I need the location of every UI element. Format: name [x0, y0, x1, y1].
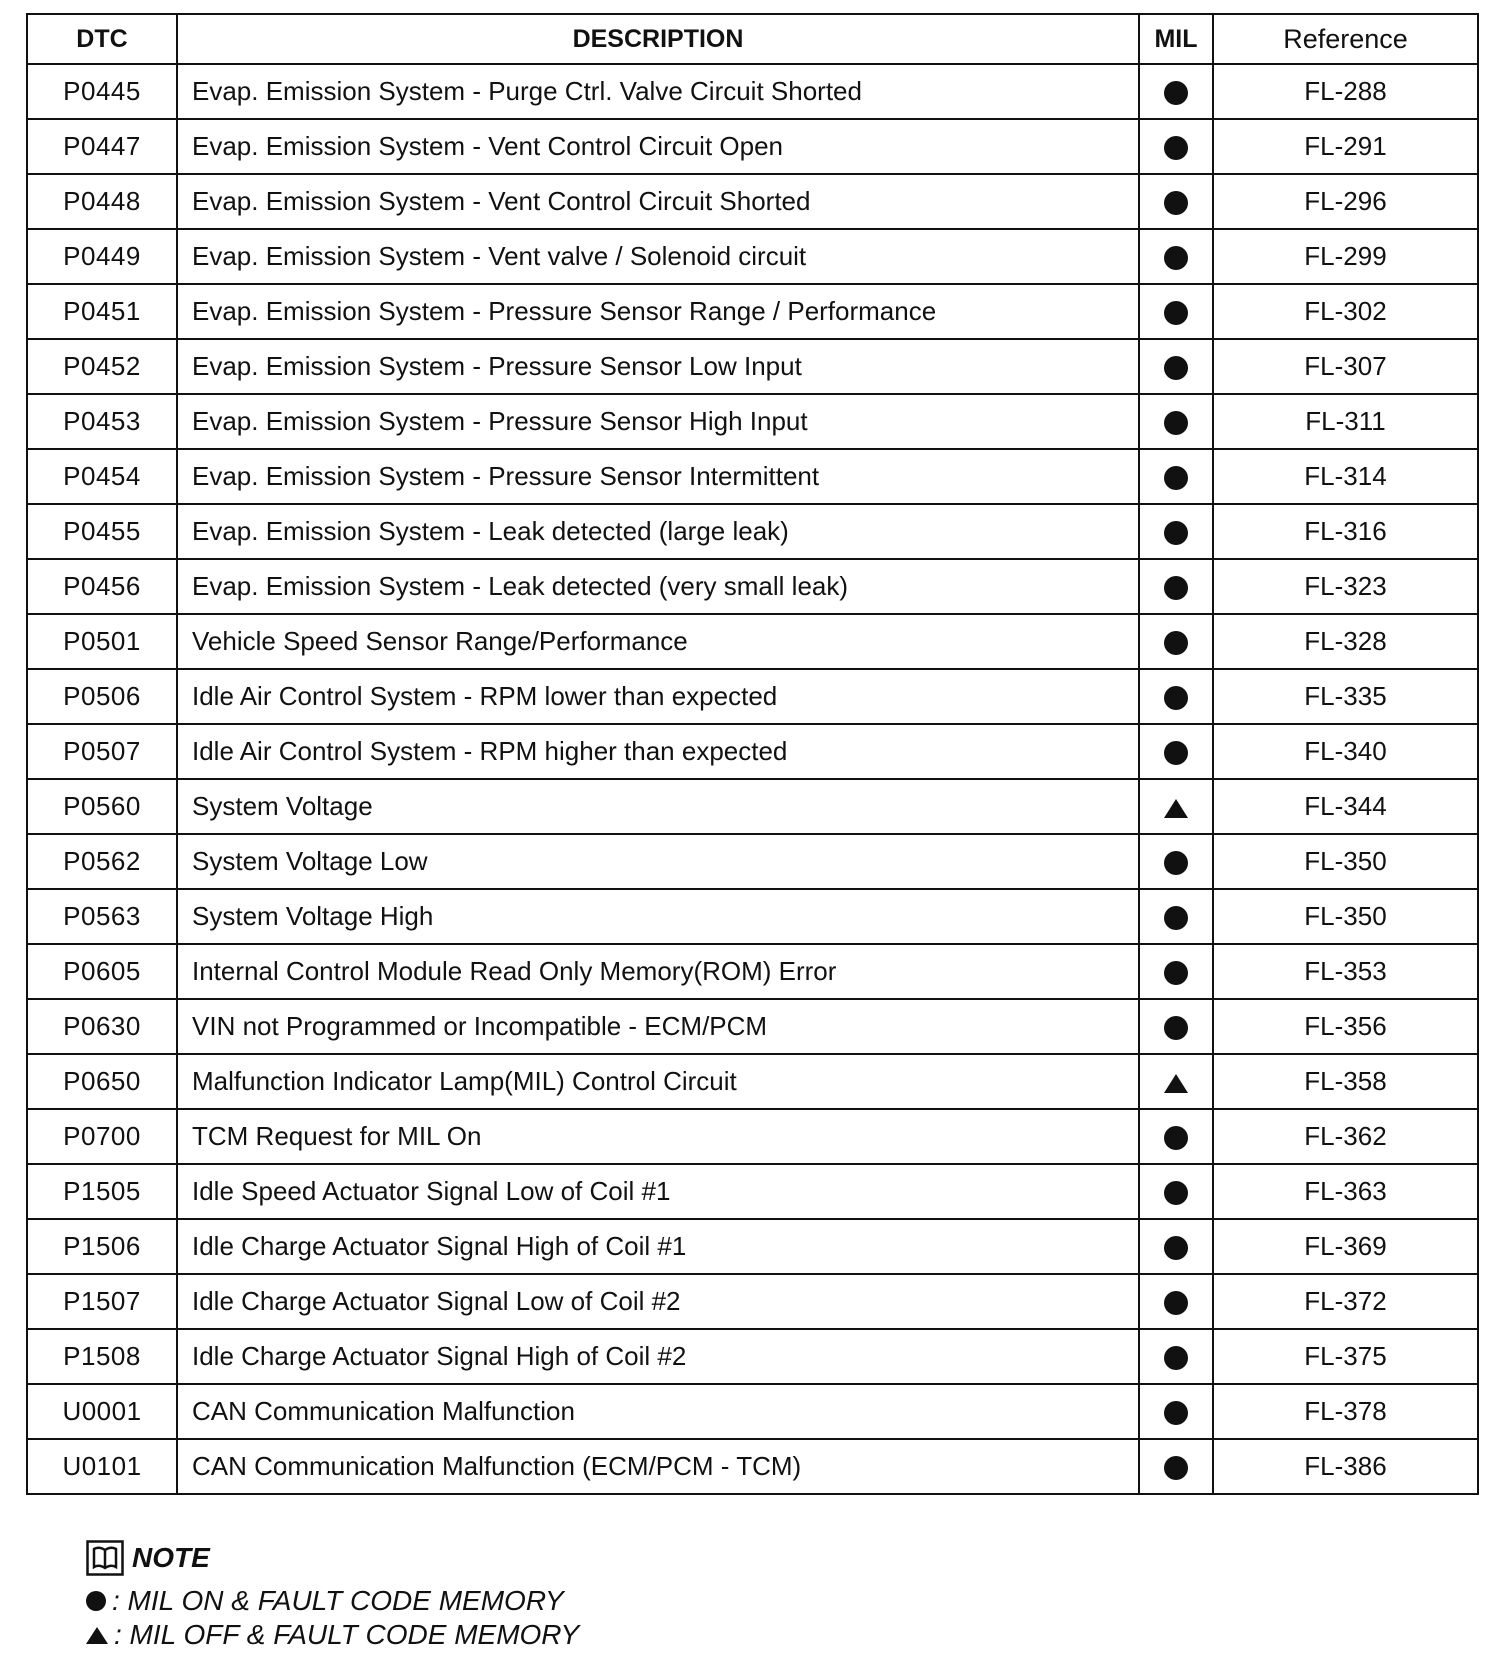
- dtc-code: P1506: [27, 1219, 177, 1274]
- dtc-description: Evap. Emission System - Pressure Sensor Range / Performance: [177, 284, 1139, 339]
- filled-circle-icon: [1164, 741, 1188, 765]
- mil-indicator: [1139, 779, 1213, 834]
- mil-indicator: [1139, 1274, 1213, 1329]
- mil-indicator: [1139, 999, 1213, 1054]
- mil-indicator: [1139, 944, 1213, 999]
- dtc-code: P0605: [27, 944, 177, 999]
- dtc-table: [26, 13, 1479, 1495]
- mil-indicator: [1139, 1219, 1213, 1274]
- table-row: [27, 174, 1478, 229]
- triangle-icon: [86, 1627, 108, 1644]
- reference-page: FL-356: [1213, 999, 1478, 1054]
- reference-page: FL-363: [1213, 1164, 1478, 1219]
- mil-indicator: [1139, 174, 1213, 229]
- reference-page: FL-296: [1213, 174, 1478, 229]
- mil-indicator: [1139, 1164, 1213, 1219]
- mil-indicator: [1139, 1329, 1213, 1384]
- mil-indicator: [1139, 669, 1213, 724]
- note-title-row: [86, 1540, 579, 1576]
- reference-page: FL-291: [1213, 119, 1478, 174]
- table-row: [27, 889, 1478, 944]
- reference-page: FL-311: [1213, 394, 1478, 449]
- mil-indicator: [1139, 394, 1213, 449]
- dtc-code: P0501: [27, 614, 177, 669]
- mil-indicator: [1139, 1384, 1213, 1439]
- dtc-description: System Voltage Low: [177, 834, 1139, 889]
- header-mil: MIL: [1139, 14, 1213, 64]
- dtc-code: P0560: [27, 779, 177, 834]
- dtc-description: Evap. Emission System - Purge Ctrl. Valve Circuit Shorted: [177, 64, 1139, 119]
- filled-circle-icon: [1164, 411, 1188, 435]
- dtc-code: P1508: [27, 1329, 177, 1384]
- dtc-description: Idle Charge Actuator Signal High of Coil #2: [177, 1329, 1139, 1384]
- table-row: [27, 504, 1478, 559]
- table-row: [27, 1329, 1478, 1384]
- dtc-description: System Voltage High: [177, 889, 1139, 944]
- table-row: [27, 1109, 1478, 1164]
- dtc-code: P0700: [27, 1109, 177, 1164]
- reference-page: FL-372: [1213, 1274, 1478, 1329]
- dtc-code: P0563: [27, 889, 177, 944]
- table-row: [27, 834, 1478, 889]
- dtc-description: Evap. Emission System - Leak detected (very small leak): [177, 559, 1139, 614]
- reference-page: FL-314: [1213, 449, 1478, 504]
- note-title: NOTE: [132, 1542, 210, 1573]
- filled-circle-icon: [1164, 576, 1188, 600]
- dtc-description: Malfunction Indicator Lamp(MIL) Control Circuit: [177, 1054, 1139, 1109]
- table-row: [27, 229, 1478, 284]
- table-header-row: [27, 14, 1478, 64]
- table-row: [27, 1274, 1478, 1329]
- filled-circle-icon: [1164, 301, 1188, 325]
- dtc-code: P1505: [27, 1164, 177, 1219]
- dtc-code: P0452: [27, 339, 177, 394]
- table-row: [27, 614, 1478, 669]
- dtc-description: Idle Speed Actuator Signal Low of Coil #1: [177, 1164, 1139, 1219]
- filled-circle-icon: [1164, 246, 1188, 270]
- triangle-icon: [1164, 1074, 1188, 1093]
- dtc-description: Evap. Emission System - Vent Control Circuit Shorted: [177, 174, 1139, 229]
- dtc-description: Evap. Emission System - Pressure Sensor High Input: [177, 394, 1139, 449]
- table-row: [27, 394, 1478, 449]
- legend-text: : MIL ON & FAULT CODE MEMORY: [112, 1585, 564, 1616]
- mil-indicator: [1139, 1439, 1213, 1494]
- table-row: [27, 559, 1478, 614]
- filled-circle-icon: [1164, 1181, 1188, 1205]
- reference-page: FL-328: [1213, 614, 1478, 669]
- dtc-code: P0449: [27, 229, 177, 284]
- reference-page: FL-307: [1213, 339, 1478, 394]
- header-reference: Reference: [1213, 14, 1478, 64]
- legend-item: [86, 1618, 579, 1652]
- book-icon: [86, 1540, 124, 1576]
- reference-page: FL-378: [1213, 1384, 1478, 1439]
- table-row: [27, 1439, 1478, 1494]
- legend-text: : MIL OFF & FAULT CODE MEMORY: [114, 1619, 580, 1650]
- table-body: [27, 64, 1478, 1494]
- reference-page: FL-362: [1213, 1109, 1478, 1164]
- mil-indicator: [1139, 284, 1213, 339]
- table-row: [27, 724, 1478, 779]
- dtc-description: System Voltage: [177, 779, 1139, 834]
- table-row: [27, 669, 1478, 724]
- dtc-description: TCM Request for MIL On: [177, 1109, 1139, 1164]
- reference-page: FL-340: [1213, 724, 1478, 779]
- dtc-code: P0453: [27, 394, 177, 449]
- dtc-code: P0650: [27, 1054, 177, 1109]
- reference-page: FL-358: [1213, 1054, 1478, 1109]
- table-row: [27, 339, 1478, 394]
- filled-circle-icon: [1164, 81, 1188, 105]
- mil-indicator: [1139, 724, 1213, 779]
- dtc-description: Internal Control Module Read Only Memory(ROM) Error: [177, 944, 1139, 999]
- dtc-description: Vehicle Speed Sensor Range/Performance: [177, 614, 1139, 669]
- dtc-description: Evap. Emission System - Vent Control Circuit Open: [177, 119, 1139, 174]
- filled-circle-icon: [1164, 851, 1188, 875]
- dtc-description: Evap. Emission System - Leak detected (large leak): [177, 504, 1139, 559]
- table-row: [27, 449, 1478, 504]
- filled-circle-icon: [1164, 1126, 1188, 1150]
- dtc-description: Evap. Emission System - Pressure Sensor Intermittent: [177, 449, 1139, 504]
- header-description: DESCRIPTION: [177, 14, 1139, 64]
- reference-page: FL-323: [1213, 559, 1478, 614]
- note-legend: [86, 1584, 579, 1652]
- mil-indicator: [1139, 889, 1213, 944]
- dtc-description: Idle Air Control System - RPM lower than expected: [177, 669, 1139, 724]
- table-row: [27, 1164, 1478, 1219]
- reference-page: FL-353: [1213, 944, 1478, 999]
- table-row: [27, 1054, 1478, 1109]
- reference-page: FL-350: [1213, 889, 1478, 944]
- dtc-code: P0454: [27, 449, 177, 504]
- dtc-code: P0630: [27, 999, 177, 1054]
- dtc-description: Evap. Emission System - Vent valve / Solenoid circuit: [177, 229, 1139, 284]
- mil-indicator: [1139, 229, 1213, 284]
- reference-page: FL-344: [1213, 779, 1478, 834]
- reference-page: FL-386: [1213, 1439, 1478, 1494]
- filled-circle-icon: [1164, 356, 1188, 380]
- dtc-code: P0447: [27, 119, 177, 174]
- filled-circle-icon: [1164, 466, 1188, 490]
- dtc-code: U0101: [27, 1439, 177, 1494]
- reference-page: FL-369: [1213, 1219, 1478, 1274]
- filled-circle-icon: [1164, 686, 1188, 710]
- reference-page: FL-316: [1213, 504, 1478, 559]
- triangle-icon: [1164, 799, 1188, 818]
- table-row: [27, 284, 1478, 339]
- reference-page: FL-375: [1213, 1329, 1478, 1384]
- dtc-code: P0455: [27, 504, 177, 559]
- filled-circle-icon: [1164, 1456, 1188, 1480]
- filled-circle-icon: [1164, 191, 1188, 215]
- dtc-code: P0451: [27, 284, 177, 339]
- dtc-code: P0448: [27, 174, 177, 229]
- table-row: [27, 999, 1478, 1054]
- reference-page: FL-350: [1213, 834, 1478, 889]
- reference-page: FL-299: [1213, 229, 1478, 284]
- dtc-code: P0456: [27, 559, 177, 614]
- mil-indicator: [1139, 614, 1213, 669]
- dtc-code: P0506: [27, 669, 177, 724]
- reference-page: FL-335: [1213, 669, 1478, 724]
- dtc-description: Idle Charge Actuator Signal Low of Coil #2: [177, 1274, 1139, 1329]
- dtc-code: U0001: [27, 1384, 177, 1439]
- mil-indicator: [1139, 339, 1213, 394]
- mil-indicator: [1139, 449, 1213, 504]
- filled-circle-icon: [1164, 1291, 1188, 1315]
- dtc-description: Evap. Emission System - Pressure Sensor Low Input: [177, 339, 1139, 394]
- filled-circle-icon: [1164, 521, 1188, 545]
- table-row: [27, 119, 1478, 174]
- table-row: [27, 779, 1478, 834]
- dtc-description: VIN not Programmed or Incompatible - ECM/PCM: [177, 999, 1139, 1054]
- table-row: [27, 64, 1478, 119]
- dtc-code: P0445: [27, 64, 177, 119]
- table-row: [27, 1219, 1478, 1274]
- reference-page: FL-288: [1213, 64, 1478, 119]
- mil-indicator: [1139, 834, 1213, 889]
- dtc-code: P0507: [27, 724, 177, 779]
- mil-indicator: [1139, 119, 1213, 174]
- filled-circle-icon: [1164, 136, 1188, 160]
- mil-indicator: [1139, 504, 1213, 559]
- dtc-code: P0562: [27, 834, 177, 889]
- dtc-description: Idle Air Control System - RPM higher than expected: [177, 724, 1139, 779]
- filled-circle-icon: [1164, 631, 1188, 655]
- filled-circle-icon: [1164, 1401, 1188, 1425]
- dtc-code: P1507: [27, 1274, 177, 1329]
- header-dtc: DTC: [27, 14, 177, 64]
- dtc-description: CAN Communication Malfunction: [177, 1384, 1139, 1439]
- mil-indicator: [1139, 559, 1213, 614]
- note-section: [86, 1540, 579, 1652]
- legend-item: [86, 1584, 579, 1618]
- dtc-description: Idle Charge Actuator Signal High of Coil #1: [177, 1219, 1139, 1274]
- mil-indicator: [1139, 1054, 1213, 1109]
- dtc-description: CAN Communication Malfunction (ECM/PCM - TCM): [177, 1439, 1139, 1494]
- table-row: [27, 1384, 1478, 1439]
- mil-indicator: [1139, 1109, 1213, 1164]
- filled-circle-icon: [1164, 1016, 1188, 1040]
- filled-circle-icon: [86, 1591, 106, 1611]
- reference-page: FL-302: [1213, 284, 1478, 339]
- filled-circle-icon: [1164, 1346, 1188, 1370]
- filled-circle-icon: [1164, 961, 1188, 985]
- filled-circle-icon: [1164, 1236, 1188, 1260]
- table-row: [27, 944, 1478, 999]
- mil-indicator: [1139, 64, 1213, 119]
- filled-circle-icon: [1164, 906, 1188, 930]
